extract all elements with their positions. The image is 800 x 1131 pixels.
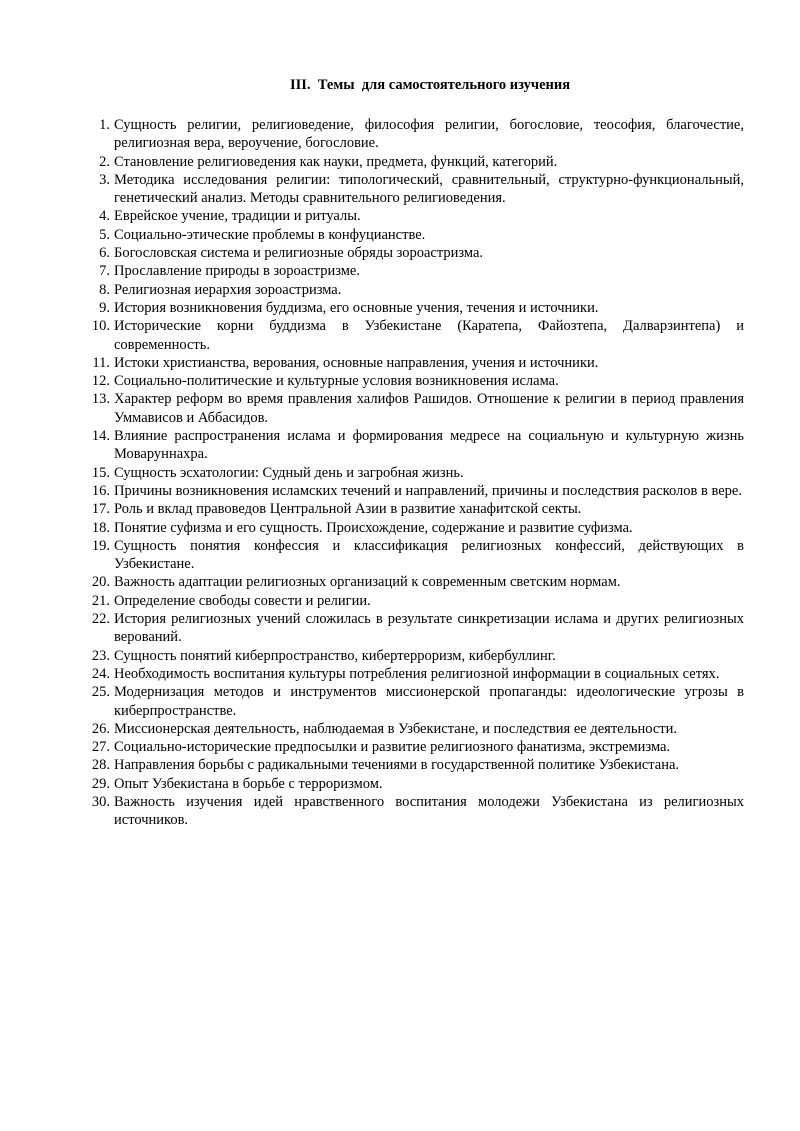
list-item-text: Методика исследования религии: типологический, сравнительный, структурно-функциональный, генетический анализ. Методы сравнительного религиоведения. bbox=[114, 171, 744, 207]
list-item-text: История возникновения буддизма, его основные учения, течения и источники. bbox=[114, 299, 599, 316]
list-item-number: 28. bbox=[91, 757, 110, 774]
list-item-text: Важность изучения идей нравственного воспитания молодежи Узбекистана из религиозных источников. bbox=[114, 793, 744, 829]
list-item-number: 9. bbox=[99, 299, 110, 316]
list-item-text: Богословская система и религиозные обряды зороастризма. bbox=[114, 245, 484, 262]
list-item bbox=[84, 390, 744, 427]
section-title: III. Темы для самостоятельного изучения bbox=[290, 77, 571, 93]
list-item-text: Опыт Узбекистана в борьбе с терроризмом. bbox=[114, 775, 383, 792]
list-item bbox=[84, 372, 744, 390]
list-item-number: 14. bbox=[91, 428, 110, 445]
list-item-number: 4. bbox=[99, 208, 110, 225]
list-item bbox=[84, 720, 744, 738]
list-item bbox=[84, 573, 744, 591]
list-item-text: Сущность эсхатологии: Судный день и загробная жизнь. bbox=[114, 464, 464, 481]
list-item bbox=[84, 262, 744, 280]
list-item-text: Направления борьбы с радикальными течениями в государственной политике Узбекистана. bbox=[114, 757, 680, 774]
list-item-number: 3. bbox=[99, 171, 110, 188]
list-item-text: Сущность понятия конфессия и классификация религиозных конфессий, действующих в Узбекистане. bbox=[114, 537, 744, 573]
list-item-number: 8. bbox=[99, 281, 110, 298]
list-item-number: 19. bbox=[91, 537, 110, 554]
list-item bbox=[84, 171, 744, 208]
list-item bbox=[84, 226, 744, 244]
list-item bbox=[84, 153, 744, 171]
list-item-text: Социально-исторические предпосылки и развитие религиозного фанатизма, экстремизма. bbox=[114, 739, 671, 756]
list-item-number: 30. bbox=[91, 793, 110, 810]
list-item bbox=[84, 281, 744, 299]
list-item bbox=[84, 793, 744, 830]
list-item bbox=[84, 244, 744, 262]
list-item bbox=[84, 756, 744, 774]
list-item-text: Характер реформ во время правления халифов Рашидов. Отношение к религии в период правления Уммависов и Аббасидов. bbox=[114, 391, 744, 426]
list-item-number: 23. bbox=[91, 647, 110, 664]
list-item-text: Сущность понятий киберпространство, кибертерроризм, кибербуллинг. bbox=[114, 647, 556, 664]
list-item bbox=[84, 500, 744, 518]
list-item-number: 5. bbox=[99, 226, 110, 243]
list-item-number: 26. bbox=[91, 720, 110, 737]
list-item-number: 10. bbox=[91, 318, 110, 335]
list-item-number: 7. bbox=[99, 263, 110, 280]
list-item-text: Религиозная иерархия зороастризма. bbox=[114, 281, 342, 298]
list-item-number: 22. bbox=[91, 611, 110, 628]
list-item-text: Необходимость воспитания культуры потребления религиозной информации в социальных сетях. bbox=[114, 665, 720, 682]
list-item bbox=[84, 207, 744, 225]
list-item bbox=[84, 299, 744, 317]
list-item-number: 12. bbox=[91, 373, 110, 390]
list-item-number: 20. bbox=[91, 574, 110, 591]
list-item-number: 24. bbox=[91, 665, 110, 682]
list-item bbox=[84, 354, 744, 372]
list-item-text: Влияние распространения ислама и формирования медресе на социальную и культурную жизнь Моваруннахра. bbox=[114, 428, 744, 463]
list-item-number: 17. bbox=[91, 501, 110, 518]
list-item-text: История религиозных учений сложилась в результате синкретизации ислама и других религиозных верований. bbox=[114, 611, 744, 646]
list-item-text: Прославление природы в зороастризме. bbox=[114, 263, 360, 280]
list-item-text: Определение свободы совести и религии. bbox=[114, 592, 371, 609]
list-item bbox=[84, 519, 744, 537]
list-item-text: Важность адаптации религиозных организаций к современным светским нормам. bbox=[114, 574, 621, 591]
list-item-text: Истоки христианства, верования, основные направления, учения и источники. bbox=[114, 354, 599, 371]
list-item-number: 11. bbox=[92, 354, 110, 371]
list-item-number: 16. bbox=[91, 482, 110, 499]
list-item-number: 18. bbox=[91, 519, 110, 536]
list-item-text: Понятие суфизма и его сущность. Происхождение, содержание и развитие суфизма. bbox=[114, 519, 633, 536]
list-item bbox=[84, 592, 744, 610]
list-item-number: 6. bbox=[99, 245, 110, 262]
list-item-number: 27. bbox=[91, 739, 110, 756]
list-item-number: 25. bbox=[91, 684, 110, 701]
list-item bbox=[84, 665, 744, 683]
list-item-number: 15. bbox=[91, 464, 110, 481]
list-item-text: Миссионерская деятельность, наблюдаемая в Узбекистане, и последствия ее деятельности. bbox=[114, 720, 677, 737]
list-item-text: Еврейское учение, традиции и ритуалы. bbox=[114, 208, 361, 225]
list-item-number: 2. bbox=[99, 153, 110, 170]
list-item-text: Роль и вклад правоведов Центральной Азии в развитие ханафитской секты. bbox=[114, 501, 582, 518]
list-item-text: Социально-этические проблемы в конфуцианстве. bbox=[114, 226, 426, 243]
list-item bbox=[84, 464, 744, 482]
list-item-text: Причины возникновения исламских течений и направлений, причины и последствия расколов в вере. bbox=[114, 482, 742, 499]
list-item-text: Социально-политические и культурные условия возникновения ислама. bbox=[114, 373, 559, 390]
list-item-text: Становление религиоведения как науки, предмета, функций, категорий. bbox=[114, 153, 558, 170]
list-item-text: Модернизация методов и инструментов миссионерской пропаганды: идеологические угрозы в киберпространстве. bbox=[114, 684, 744, 719]
list-item bbox=[84, 683, 744, 720]
list-item-number: 29. bbox=[91, 775, 110, 792]
list-item bbox=[84, 647, 744, 665]
topic-list bbox=[84, 116, 744, 830]
list-item-text: Исторические корни буддизма в Узбекистане (Каратепа, Файозтепа, Далварзинтепа) и современность. bbox=[114, 318, 744, 353]
list-item bbox=[84, 738, 744, 756]
list-item bbox=[84, 537, 744, 574]
list-item bbox=[84, 775, 744, 793]
list-item bbox=[84, 116, 744, 153]
list-item-text: Сущность религии, религиоведение, философия религии, богословие, теософия, благочестие, религиозная вера, вероучение, богословие. bbox=[114, 117, 744, 152]
list-item bbox=[84, 482, 744, 500]
list-item bbox=[84, 317, 744, 354]
list-item-number: 1. bbox=[99, 117, 110, 133]
list-item-number: 13. bbox=[91, 391, 110, 408]
list-item-number: 21. bbox=[91, 592, 110, 609]
list-item bbox=[84, 610, 744, 647]
list-item bbox=[84, 427, 744, 464]
